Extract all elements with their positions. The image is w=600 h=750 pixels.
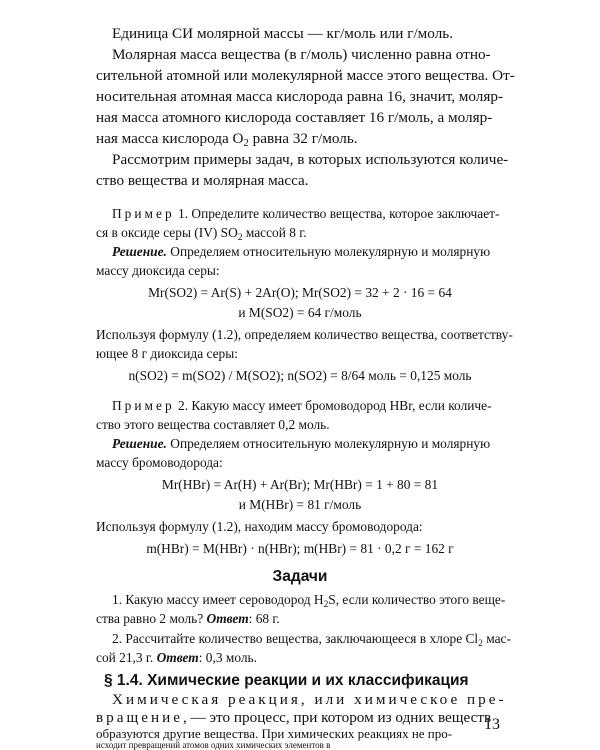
text-line: исходит превращений атомов одних химических элементов в — [96, 740, 331, 750]
text-line: сительной атомной или молекулярной массе этого вещества. От- — [96, 67, 515, 84]
formula-result-hbr: и M(HBr) = 81 г/моль — [238, 497, 362, 512]
text-line: Рассмотрим примеры задач, в которых используются количе- — [112, 151, 509, 168]
text-line: ющее 8 г диоксида серы: — [96, 346, 238, 361]
text-line: ства равно 2 моль? Ответ: 68 г. — [96, 611, 280, 626]
example-2-question: Пример 2. Какую массу имеет бромоводород HBr, если количе- — [112, 398, 492, 413]
text-line: ство вещества и молярная масса. — [96, 172, 309, 189]
task-2: 2. Рассчитайте количество вещества, заключающееся в хлоре $Cl_2$ мас- — [112, 631, 511, 649]
example-1-question: Пример 1. Определите количество вещества, которое заключает- — [112, 206, 500, 221]
text-line: Единица СИ молярной массы — кг/моль или г/моль. — [112, 25, 453, 42]
text-line: Химическая реакция, или химическое пре- — [112, 691, 507, 708]
text-line: массу бромоводорода: — [96, 455, 223, 470]
text-line: массу диоксида серы: — [96, 263, 220, 278]
text-line: ся в оксиде серы (IV) $SO_2$ массой 8 г. — [96, 225, 307, 243]
text-line: носительная атомная масса кислорода равна 16, значит, моляр- — [96, 88, 504, 105]
formula-result-so2: и M(SO2) = 64 г/моль — [238, 305, 362, 320]
page-number: 13 — [484, 716, 500, 733]
section-title: § 1.4. Химические реакции и их классификация — [104, 672, 469, 689]
text-line: вращение, — это процесс, при котором из одних веществ — [96, 709, 492, 726]
formula-mass-hbr: m(HBr) = M(HBr) · n(HBr); m(HBr) = 81 · 0,2 г = 162 г — [146, 541, 454, 556]
text-line: ство этого вещества составляет 0,2 моль. — [96, 417, 330, 432]
text-line: ная масса кислорода $O_2$ равна 32 г/моль. — [96, 130, 358, 149]
text-line: Используя формулу (1.2), находим массу бромоводорода: — [96, 519, 423, 534]
text-line: образуются другие вещества. При химических реакциях не про- — [96, 726, 453, 741]
text-line: ная масса атомного кислорода составляет 16 г/моль, а моляр- — [96, 109, 493, 126]
formula-molar-mass-hbr: Mr(HBr) = Ar(H) + Ar(Br); Mr(HBr) = 1 + 80 = 81 — [161, 477, 439, 492]
example-2-solution: Решение. Определяем относительную молекулярную и молярную — [112, 436, 491, 451]
task-1: 1. Какую массу имеет сероводород $H_2S$, если количество этого веще- — [112, 592, 506, 610]
text-line: Молярная масса вещества (в г/моль) численно равна отно- — [112, 46, 491, 63]
formula-molar-mass-so2: Mr(SO2) = Ar(S) + 2Ar(O); Mr(SO2) = 32 + 2 · 16 = 64 — [148, 285, 452, 300]
text-line: Используя формулу (1.2), определяем количество вещества, соответству- — [96, 327, 513, 342]
example-1-solution: Решение. Определяем относительную молекулярную и молярную — [112, 244, 491, 259]
tasks-heading: Задачи — [272, 568, 328, 585]
formula-amount-so2: n(SO2) = m(SO2) / M(SO2); n(SO2) = 8/64 моль = 0,125 моль — [128, 368, 472, 383]
text-line: сой 21,3 г. Ответ: 0,3 моль. — [96, 650, 258, 665]
